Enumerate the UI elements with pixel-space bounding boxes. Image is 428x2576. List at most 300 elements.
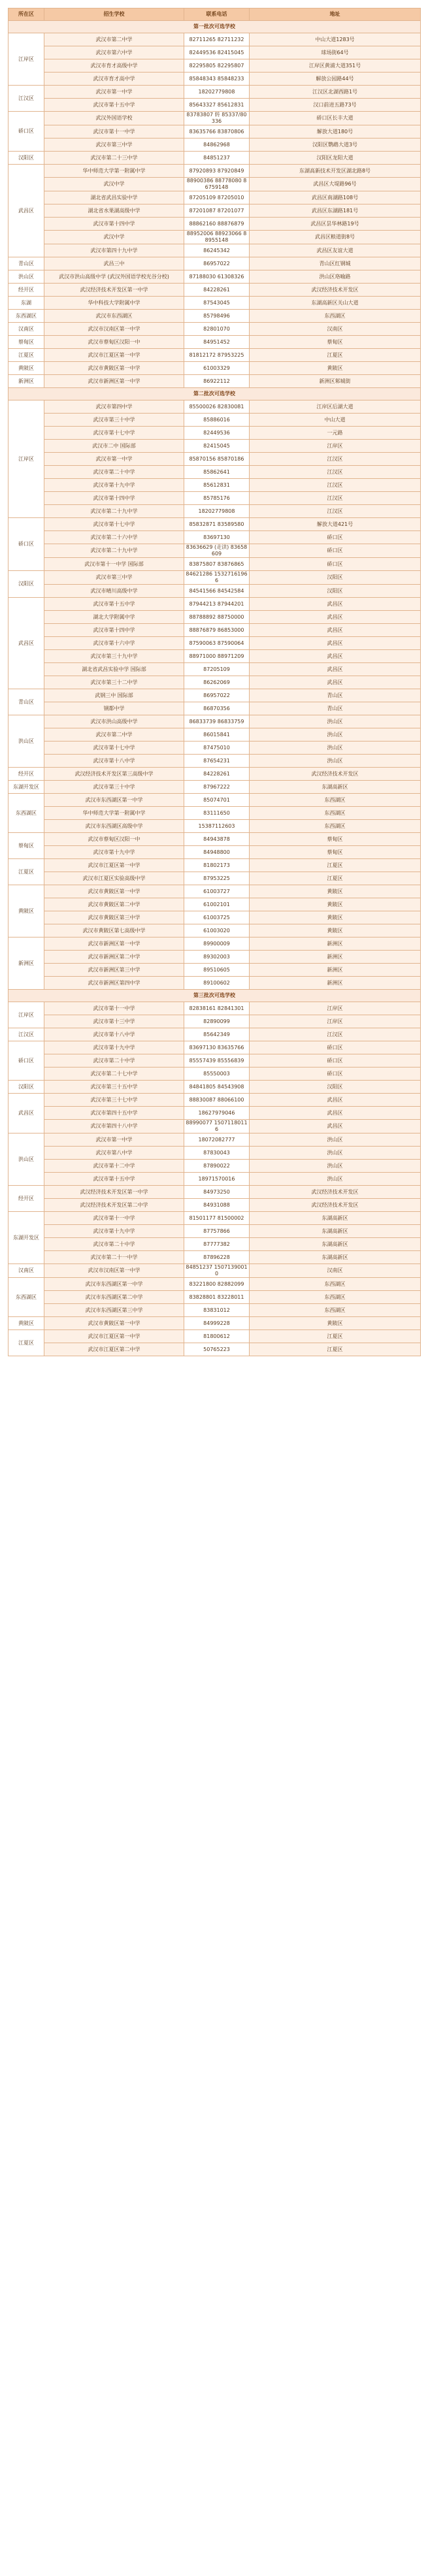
address-cell: 江夏区 <box>250 1343 421 1356</box>
phone-cell: 82838161 82841301 <box>184 1002 250 1015</box>
phone-cell: 84948800 <box>184 846 250 859</box>
school-cell: 武汉市第四十五中学 <box>44 1107 184 1120</box>
school-cell: 武汉中学 <box>44 178 184 191</box>
table-row <box>8 964 421 977</box>
district-cell: 蔡甸区 <box>8 336 44 349</box>
phone-cell: 86957022 <box>184 257 250 270</box>
school-cell: 武汉市东西湖区第一中学 <box>44 1278 184 1291</box>
phone-cell: 87654231 <box>184 755 250 768</box>
table-row <box>8 807 421 820</box>
school-cell: 武汉市第二十九中学 <box>44 544 184 558</box>
district-cell: 硚口区 <box>8 1041 44 1081</box>
table-row <box>8 492 421 505</box>
table-row <box>8 466 421 479</box>
school-cell: 武汉市第十五中学 <box>44 598 184 611</box>
table-row <box>8 1278 421 1291</box>
school-cell: 武汉市二中 国际部 <box>44 440 184 453</box>
phone-cell: 87188030 61308326 <box>184 270 250 284</box>
table-row <box>8 1054 421 1068</box>
phone-cell: 84862968 <box>184 139 250 152</box>
district-cell: 新洲区 <box>8 937 44 990</box>
school-cell: 武汉市第十一中学 国际部 <box>44 558 184 571</box>
address-cell: 江夏区 <box>250 1330 421 1343</box>
school-cell: 武汉市东西湖区第二中学 <box>44 1291 184 1304</box>
phone-cell: 81800612 <box>184 1330 250 1343</box>
school-cell: 武汉市第二十六中学 <box>44 531 184 544</box>
school-cell: 武汉市江夏区第一中学 <box>44 1330 184 1343</box>
school-cell: 武汉市汉南区第一中学 <box>44 1264 184 1278</box>
table-row <box>8 453 421 466</box>
table-row <box>8 427 421 440</box>
address-cell: 东湖高新区 <box>250 1212 421 1225</box>
school-cell: 武昌三中 <box>44 257 184 270</box>
table-row <box>8 898 421 911</box>
address-cell: 解放大道180号 <box>250 125 421 139</box>
table-row <box>8 479 421 492</box>
school-cell: 武汉市第十九中学 <box>44 479 184 492</box>
address-cell: 青山区红钢城 <box>250 257 421 270</box>
school-cell: 武汉市新洲区第一中学 <box>44 937 184 951</box>
school-cell: 湖北省武昌实验中学 <box>44 191 184 204</box>
table-row <box>8 1081 421 1094</box>
address-cell: 武昌区 <box>250 1120 421 1133</box>
address-cell: 新洲区 <box>250 964 421 977</box>
school-cell: 武汉市第十四中学 <box>44 492 184 505</box>
address-cell: 江汉区 <box>250 453 421 466</box>
address-cell: 武昌区昙华林路19号 <box>250 218 421 231</box>
table-row <box>8 505 421 518</box>
address-cell: 江汉区北湖西路1号 <box>250 86 421 99</box>
table-row <box>8 1317 421 1330</box>
table-row <box>8 46 421 59</box>
address-cell: 武昌区 <box>250 637 421 650</box>
table-row <box>8 1212 421 1225</box>
school-cell: 武汉市第十九中学 <box>44 1041 184 1054</box>
school-cell: 武汉市东西湖区高级中学 <box>44 820 184 833</box>
phone-cell: 85500026 82830081 <box>184 400 250 414</box>
district-cell: 硚口区 <box>8 112 44 152</box>
school-cell: 武汉市第十六中学 <box>44 637 184 650</box>
phone-cell: 18072082777 <box>184 1133 250 1147</box>
table-row <box>8 125 421 139</box>
address-cell: 武昌区 <box>250 624 421 637</box>
school-cell: 湖北省水果湖高级中学 <box>44 204 184 218</box>
school-cell: 武汉市育才高中学 <box>44 73 184 86</box>
phone-cell: 85886016 <box>184 414 250 427</box>
school-cell: 武汉中学 <box>44 231 184 244</box>
table-row <box>8 1225 421 1238</box>
phone-cell: 82295805 82295807 <box>184 59 250 73</box>
phone-cell: 86957022 <box>184 689 250 702</box>
school-cell: 武汉市江夏区第二中学 <box>44 1343 184 1356</box>
school-cell: 武汉经济技术开发区第一中学 <box>44 1186 184 1199</box>
school-cell: 武汉市蔡甸区汉阳一中 <box>44 336 184 349</box>
school-cell: 武汉市第三十七中学 <box>44 1094 184 1107</box>
table-row <box>8 375 421 388</box>
section-row <box>8 388 421 400</box>
phone-cell: 85612831 <box>184 479 250 492</box>
phone-cell: 18627979046 <box>184 1107 250 1120</box>
phone-cell: 87543045 <box>184 297 250 310</box>
address-cell: 中山大道 <box>250 414 421 427</box>
school-cell: 武汉市第二十三中学 <box>44 152 184 165</box>
school-cell: 武汉市新洲区第二中学 <box>44 951 184 964</box>
table-row <box>8 440 421 453</box>
phone-cell: 83697130 83635766 <box>184 1041 250 1054</box>
table-row <box>8 414 421 427</box>
table-row <box>8 178 421 191</box>
table-row <box>8 820 421 833</box>
table-row <box>8 715 421 728</box>
district-cell: 洪山区 <box>8 715 44 768</box>
table-row <box>8 1041 421 1054</box>
school-cell: 华中师范大学第一附属中学 <box>44 807 184 820</box>
address-cell: 硚口区 <box>250 1041 421 1054</box>
school-cell: 武汉市第一中学 <box>44 1133 184 1147</box>
table-row <box>8 755 421 768</box>
address-cell: 东湖高新区 <box>250 1251 421 1264</box>
phone-cell: 85557439 85556839 <box>184 1054 250 1068</box>
phone-cell: 81802173 <box>184 859 250 872</box>
address-cell: 东西湖区 <box>250 310 421 323</box>
table-row <box>8 702 421 715</box>
table-row <box>8 728 421 742</box>
address-cell: 洪山区 <box>250 1160 421 1173</box>
address-cell: 汉阳区 <box>250 585 421 598</box>
table-row <box>8 1028 421 1041</box>
school-cell: 武汉市第十七中学 <box>44 742 184 755</box>
phone-cell: 81501177 81500002 <box>184 1212 250 1225</box>
district-cell: 硚口区 <box>8 518 44 571</box>
table-row <box>8 204 421 218</box>
table-row <box>8 768 421 781</box>
phone-cell: 61003020 <box>184 924 250 937</box>
address-cell: 一元路 <box>250 427 421 440</box>
address-cell: 蔡甸区 <box>250 846 421 859</box>
school-cell: 武汉市第三十中学 <box>44 414 184 427</box>
phone-cell: 83875807 83876865 <box>184 558 250 571</box>
district-cell: 东西湖区 <box>8 794 44 833</box>
phone-cell: 18971570016 <box>184 1173 250 1186</box>
table-row <box>8 1120 421 1133</box>
phone-cell: 84841805 84543908 <box>184 1081 250 1094</box>
table-row <box>8 1015 421 1028</box>
phone-cell: 84851237 15071390010 <box>184 1264 250 1278</box>
address-cell: 洪山区 <box>250 715 421 728</box>
table-row <box>8 1186 421 1199</box>
phone-cell: 84851237 <box>184 152 250 165</box>
school-cell: 武汉市黄陂区第三中学 <box>44 911 184 924</box>
table-row <box>8 611 421 624</box>
phone-cell: 61002101 <box>184 898 250 911</box>
school-cell: 武汉市江夏区第一中学 <box>44 859 184 872</box>
address-cell: 黄陂区 <box>250 362 421 375</box>
header-phone: 联系电话 <box>184 8 250 21</box>
address-cell: 东西湖区 <box>250 820 421 833</box>
section-row <box>8 990 421 1002</box>
school-cell: 武汉市第十八中学 <box>44 1028 184 1041</box>
phone-cell: 89302003 <box>184 951 250 964</box>
address-cell: 武汉经济技术开发区 <box>250 284 421 297</box>
phone-cell: 84943878 <box>184 833 250 846</box>
phone-cell: 86922112 <box>184 375 250 388</box>
phone-cell: 88952006 88923066 88955148 <box>184 231 250 244</box>
district-cell: 东湖 <box>8 297 44 310</box>
address-cell: 新洲区 <box>250 937 421 951</box>
phone-cell: 85550003 <box>184 1068 250 1081</box>
district-cell: 经开区 <box>8 768 44 781</box>
address-cell: 黄陂区 <box>250 898 421 911</box>
phone-cell: 87944213 87944201 <box>184 598 250 611</box>
table-row <box>8 1330 421 1343</box>
phone-cell: 88990077 15071180116 <box>184 1120 250 1133</box>
address-cell: 武昌区大堤路96号 <box>250 178 421 191</box>
school-cell: 武汉市黄陂区第七高级中学 <box>44 924 184 937</box>
table-row <box>8 833 421 846</box>
school-cell: 湖北省武昌实验中学 国际部 <box>44 663 184 676</box>
phone-cell: 83697130 <box>184 531 250 544</box>
address-cell: 黄陂区 <box>250 924 421 937</box>
district-cell: 江汉区 <box>8 1028 44 1041</box>
table-row <box>8 349 421 362</box>
school-cell: 武汉市汉南区第一中学 <box>44 323 184 336</box>
address-cell: 解放公园路44号 <box>250 73 421 86</box>
table-row <box>8 99 421 112</box>
page <box>0 8 428 2576</box>
phone-cell: 88900386 88778080 86759148 <box>184 178 250 191</box>
address-cell: 蔡甸区 <box>250 833 421 846</box>
table-row <box>8 400 421 414</box>
school-cell: 武汉市第十一中学 <box>44 125 184 139</box>
school-cell: 武汉市第十四中学 <box>44 624 184 637</box>
school-cell: 武汉市东西湖区第三中学 <box>44 1304 184 1317</box>
district-cell: 经开区 <box>8 284 44 297</box>
phone-cell: 85862641 <box>184 466 250 479</box>
address-cell: 江汉区 <box>250 492 421 505</box>
table-row <box>8 33 421 46</box>
table-row <box>8 73 421 86</box>
address-cell: 新洲区 <box>250 951 421 964</box>
address-cell: 武昌区 <box>250 663 421 676</box>
table-row <box>8 1094 421 1107</box>
school-cell: 武汉市第十一中学 <box>44 1002 184 1015</box>
phone-cell: 84228261 <box>184 768 250 781</box>
address-cell: 武昌区友谊大道 <box>250 244 421 257</box>
section-title: 第一批次可选学校 <box>8 21 421 33</box>
school-cell: 武汉经济技术开发区第三高级中学 <box>44 768 184 781</box>
school-cell: 武汉市新洲区第四中学 <box>44 977 184 990</box>
table-row <box>8 859 421 872</box>
address-cell: 汉南区 <box>250 323 421 336</box>
district-cell: 武昌区 <box>8 598 44 689</box>
school-cell: 武汉市第三十九中学 <box>44 650 184 663</box>
district-cell: 青山区 <box>8 257 44 270</box>
phone-cell: 84999228 <box>184 1317 250 1330</box>
address-cell: 新洲区 <box>250 977 421 990</box>
address-cell: 汉口前进五路73号 <box>250 99 421 112</box>
address-cell: 汉阳区龙阳大道 <box>250 152 421 165</box>
phone-cell: 87590063 87590064 <box>184 637 250 650</box>
address-cell: 武昌区 <box>250 676 421 689</box>
district-cell: 江汉区 <box>8 86 44 112</box>
table-row <box>8 911 421 924</box>
table-row <box>8 781 421 794</box>
address-cell: 东西湖区 <box>250 1278 421 1291</box>
phone-cell: 88876879 86853000 <box>184 624 250 637</box>
table-row <box>8 59 421 73</box>
phone-cell: 61003725 <box>184 911 250 924</box>
address-cell: 江汉区 <box>250 479 421 492</box>
address-cell: 洪山区 <box>250 742 421 755</box>
address-cell: 蔡甸区 <box>250 336 421 349</box>
district-cell: 洪山区 <box>8 1133 44 1186</box>
school-cell: 武汉市东西湖区第一中学 <box>44 794 184 807</box>
school-cell: 武汉市第十七中学 <box>44 518 184 531</box>
table-row <box>8 571 421 585</box>
school-cell: 武汉市第十八中学 <box>44 755 184 768</box>
phone-cell: 86870356 <box>184 702 250 715</box>
address-cell: 江岸区黄浦大道351号 <box>250 59 421 73</box>
phone-cell: 61003329 <box>184 362 250 375</box>
district-cell: 汉阳区 <box>8 1081 44 1094</box>
school-cell: 武汉经济技术开发区第二中学 <box>44 1199 184 1212</box>
district-cell: 经开区 <box>8 1186 44 1212</box>
school-cell: 武汉市第一中学 <box>44 86 184 99</box>
address-cell: 武汉经济技术开发区 <box>250 1199 421 1212</box>
school-table <box>8 8 421 1356</box>
phone-cell: 85785176 <box>184 492 250 505</box>
school-cell: 武汉市第十七中学 <box>44 427 184 440</box>
address-cell: 江汉区 <box>250 466 421 479</box>
phone-cell: 88862160 88876879 <box>184 218 250 231</box>
school-cell: 武汉市黄陂区第一中学 <box>44 362 184 375</box>
district-cell: 汉南区 <box>8 323 44 336</box>
address-cell: 江岸区 <box>250 440 421 453</box>
school-cell: 武汉市第十一中学 <box>44 1212 184 1225</box>
phone-cell: 87830043 <box>184 1147 250 1160</box>
address-cell: 汉阳区鹦鹉大道3号 <box>250 139 421 152</box>
school-cell: 武汉市第二中学 <box>44 728 184 742</box>
school-cell: 武汉市洪山高级中学 <box>44 715 184 728</box>
table-row <box>8 531 421 544</box>
school-cell: 华中师范大学第一附属中学 <box>44 165 184 178</box>
school-cell: 武汉市第八中学 <box>44 1147 184 1160</box>
district-cell: 东西湖区 <box>8 310 44 323</box>
header-school: 招生学校 <box>44 8 184 21</box>
table-row <box>8 650 421 663</box>
address-cell: 江汉区 <box>250 1028 421 1041</box>
table-row <box>8 676 421 689</box>
table-row <box>8 1107 421 1120</box>
section-title: 第二批次可选学校 <box>8 388 421 400</box>
district-cell: 青山区 <box>8 689 44 715</box>
table-row <box>8 297 421 310</box>
phone-cell: 87205109 <box>184 663 250 676</box>
phone-cell: 87777382 <box>184 1238 250 1251</box>
school-cell: 钢都中学 <box>44 702 184 715</box>
district-cell: 洪山区 <box>8 270 44 284</box>
address-cell: 武昌区粮道街8号 <box>250 231 421 244</box>
table-row <box>8 951 421 964</box>
district-cell: 汉南区 <box>8 1264 44 1278</box>
table-row <box>8 1304 421 1317</box>
school-cell: 武汉市晴川高级中学 <box>44 585 184 598</box>
school-cell: 武汉市东西湖区 <box>44 310 184 323</box>
district-cell: 江岸区 <box>8 33 44 86</box>
school-cell: 武汉市第四十八中学 <box>44 1120 184 1133</box>
phone-cell: 83831012 <box>184 1304 250 1317</box>
school-cell: 武汉市新洲区第一中学 <box>44 375 184 388</box>
table-row <box>8 244 421 257</box>
table-row <box>8 1238 421 1251</box>
table-row <box>8 257 421 270</box>
school-cell: 武汉市第二十九中学 <box>44 505 184 518</box>
address-cell: 东湖高新区 <box>250 781 421 794</box>
address-cell: 解放大道421号 <box>250 518 421 531</box>
table-row <box>8 139 421 152</box>
address-cell: 洪山区 <box>250 755 421 768</box>
district-cell: 江岸区 <box>8 400 44 518</box>
district-cell: 东湖开发区 <box>8 781 44 794</box>
address-cell: 汉阳区 <box>250 1081 421 1094</box>
table-row <box>8 689 421 702</box>
phone-cell: 85832871 83589580 <box>184 518 250 531</box>
address-cell: 江夏区 <box>250 872 421 885</box>
district-cell: 蔡甸区 <box>8 833 44 859</box>
address-cell: 东西湖区 <box>250 794 421 807</box>
school-cell: 武钢三中 国际部 <box>44 689 184 702</box>
district-cell: 武昌区 <box>8 1094 44 1133</box>
phone-cell: 86833739 86833759 <box>184 715 250 728</box>
table-row <box>8 1199 421 1212</box>
phone-cell: 85642349 <box>184 1028 250 1041</box>
address-cell: 江岸区后湖大道 <box>250 400 421 414</box>
phone-cell: 87890022 <box>184 1160 250 1173</box>
school-cell: 武汉市第二十一中学 <box>44 1251 184 1264</box>
address-cell: 江汉区 <box>250 505 421 518</box>
header-address: 地址 <box>250 8 421 21</box>
school-cell: 武汉市新洲区第三中学 <box>44 964 184 977</box>
phone-cell: 87475010 <box>184 742 250 755</box>
section-row <box>8 21 421 33</box>
phone-cell: 85870156 85870186 <box>184 453 250 466</box>
table-row <box>8 284 421 297</box>
school-cell: 武汉市第二中学 <box>44 33 184 46</box>
table-row <box>8 218 421 231</box>
address-cell: 硚口区 <box>250 1054 421 1068</box>
phone-cell: 50765223 <box>184 1343 250 1356</box>
school-cell: 武汉市第四中学 <box>44 400 184 414</box>
district-cell: 东西湖区 <box>8 1278 44 1317</box>
school-cell: 武汉市第十五中学 <box>44 99 184 112</box>
address-cell: 武昌区 <box>250 650 421 663</box>
school-cell: 武汉市第三十中学 <box>44 781 184 794</box>
table-row <box>8 336 421 349</box>
phone-cell: 89100602 <box>184 977 250 990</box>
address-cell: 黄陂区 <box>250 1317 421 1330</box>
table-row <box>8 598 421 611</box>
district-cell: 汉阳区 <box>8 571 44 598</box>
table-row <box>8 1002 421 1015</box>
district-cell: 江夏区 <box>8 349 44 362</box>
phone-cell: 87896228 <box>184 1251 250 1264</box>
address-cell: 江夏区 <box>250 349 421 362</box>
table-row <box>8 323 421 336</box>
phone-cell: 89900009 <box>184 937 250 951</box>
phone-cell: 87920893 87920849 <box>184 165 250 178</box>
table-row <box>8 663 421 676</box>
phone-cell: 88788892 88750000 <box>184 611 250 624</box>
